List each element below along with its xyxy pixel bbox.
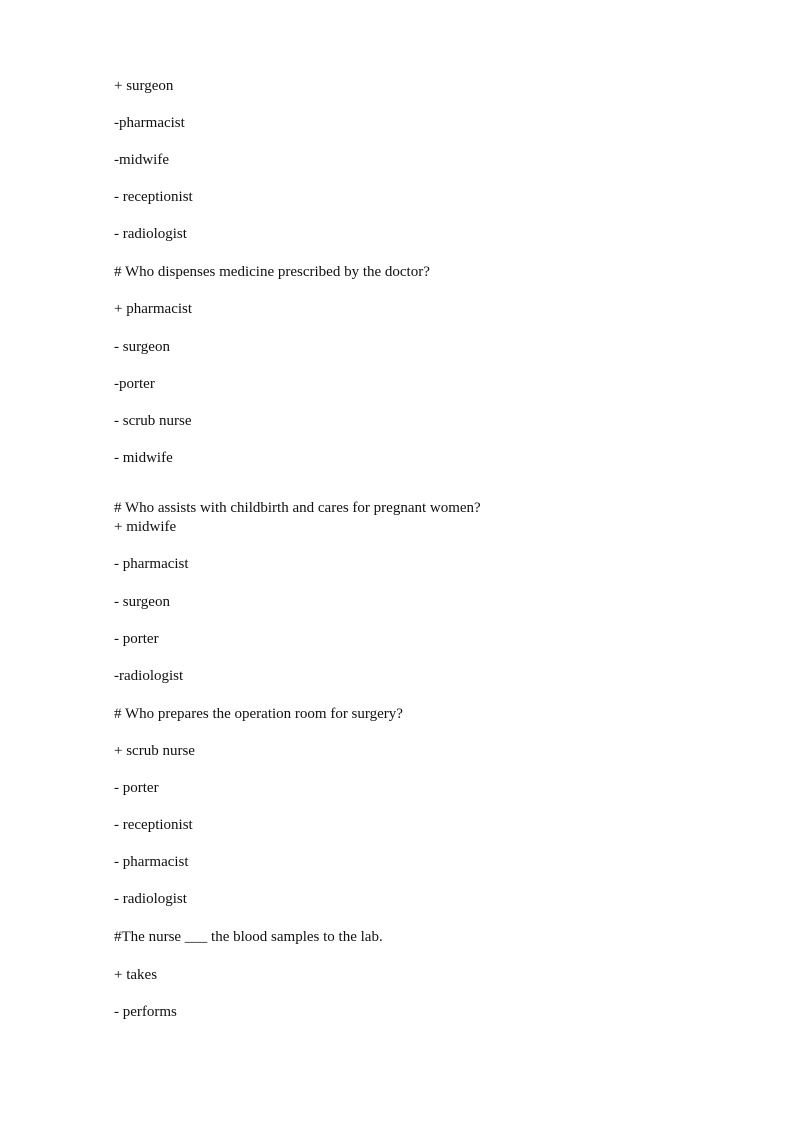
- answer-option: - receptionist: [114, 189, 193, 205]
- answer-option: - surgeon: [114, 594, 170, 610]
- answer-option: - radiologist: [114, 891, 187, 907]
- answer-option: - surgeon: [114, 339, 170, 355]
- question-heading: # Who dispenses medicine prescribed by the doctor?: [114, 264, 430, 280]
- answer-option: - porter: [114, 631, 159, 647]
- answer-option: -midwife: [114, 152, 169, 168]
- answer-correct: + surgeon: [114, 78, 174, 94]
- answer-option: - performs: [114, 1004, 177, 1020]
- answer-option: - pharmacist: [114, 556, 189, 572]
- answer-correct: + midwife: [114, 519, 177, 535]
- answer-option: - radiologist: [114, 226, 187, 242]
- answer-option: -pharmacist: [114, 115, 185, 131]
- answer-correct: + pharmacist: [114, 301, 193, 317]
- answer-option: - midwife: [114, 450, 173, 466]
- answer-option: - scrub nurse: [114, 413, 192, 429]
- answer-option: -porter: [114, 376, 155, 392]
- question-heading: # Who prepares the operation room for surgery?: [114, 706, 403, 722]
- answer-option: - receptionist: [114, 817, 193, 833]
- question-heading: # Who assists with childbirth and cares for pregnant women?: [114, 500, 481, 516]
- answer-correct: + takes: [114, 967, 158, 983]
- question-heading: #The nurse ___ the blood samples to the lab.: [114, 929, 383, 945]
- answer-option: - pharmacist: [114, 854, 189, 870]
- answer-option: -radiologist: [114, 668, 184, 684]
- answer-option: - porter: [114, 780, 159, 796]
- answer-correct: + scrub nurse: [114, 743, 195, 759]
